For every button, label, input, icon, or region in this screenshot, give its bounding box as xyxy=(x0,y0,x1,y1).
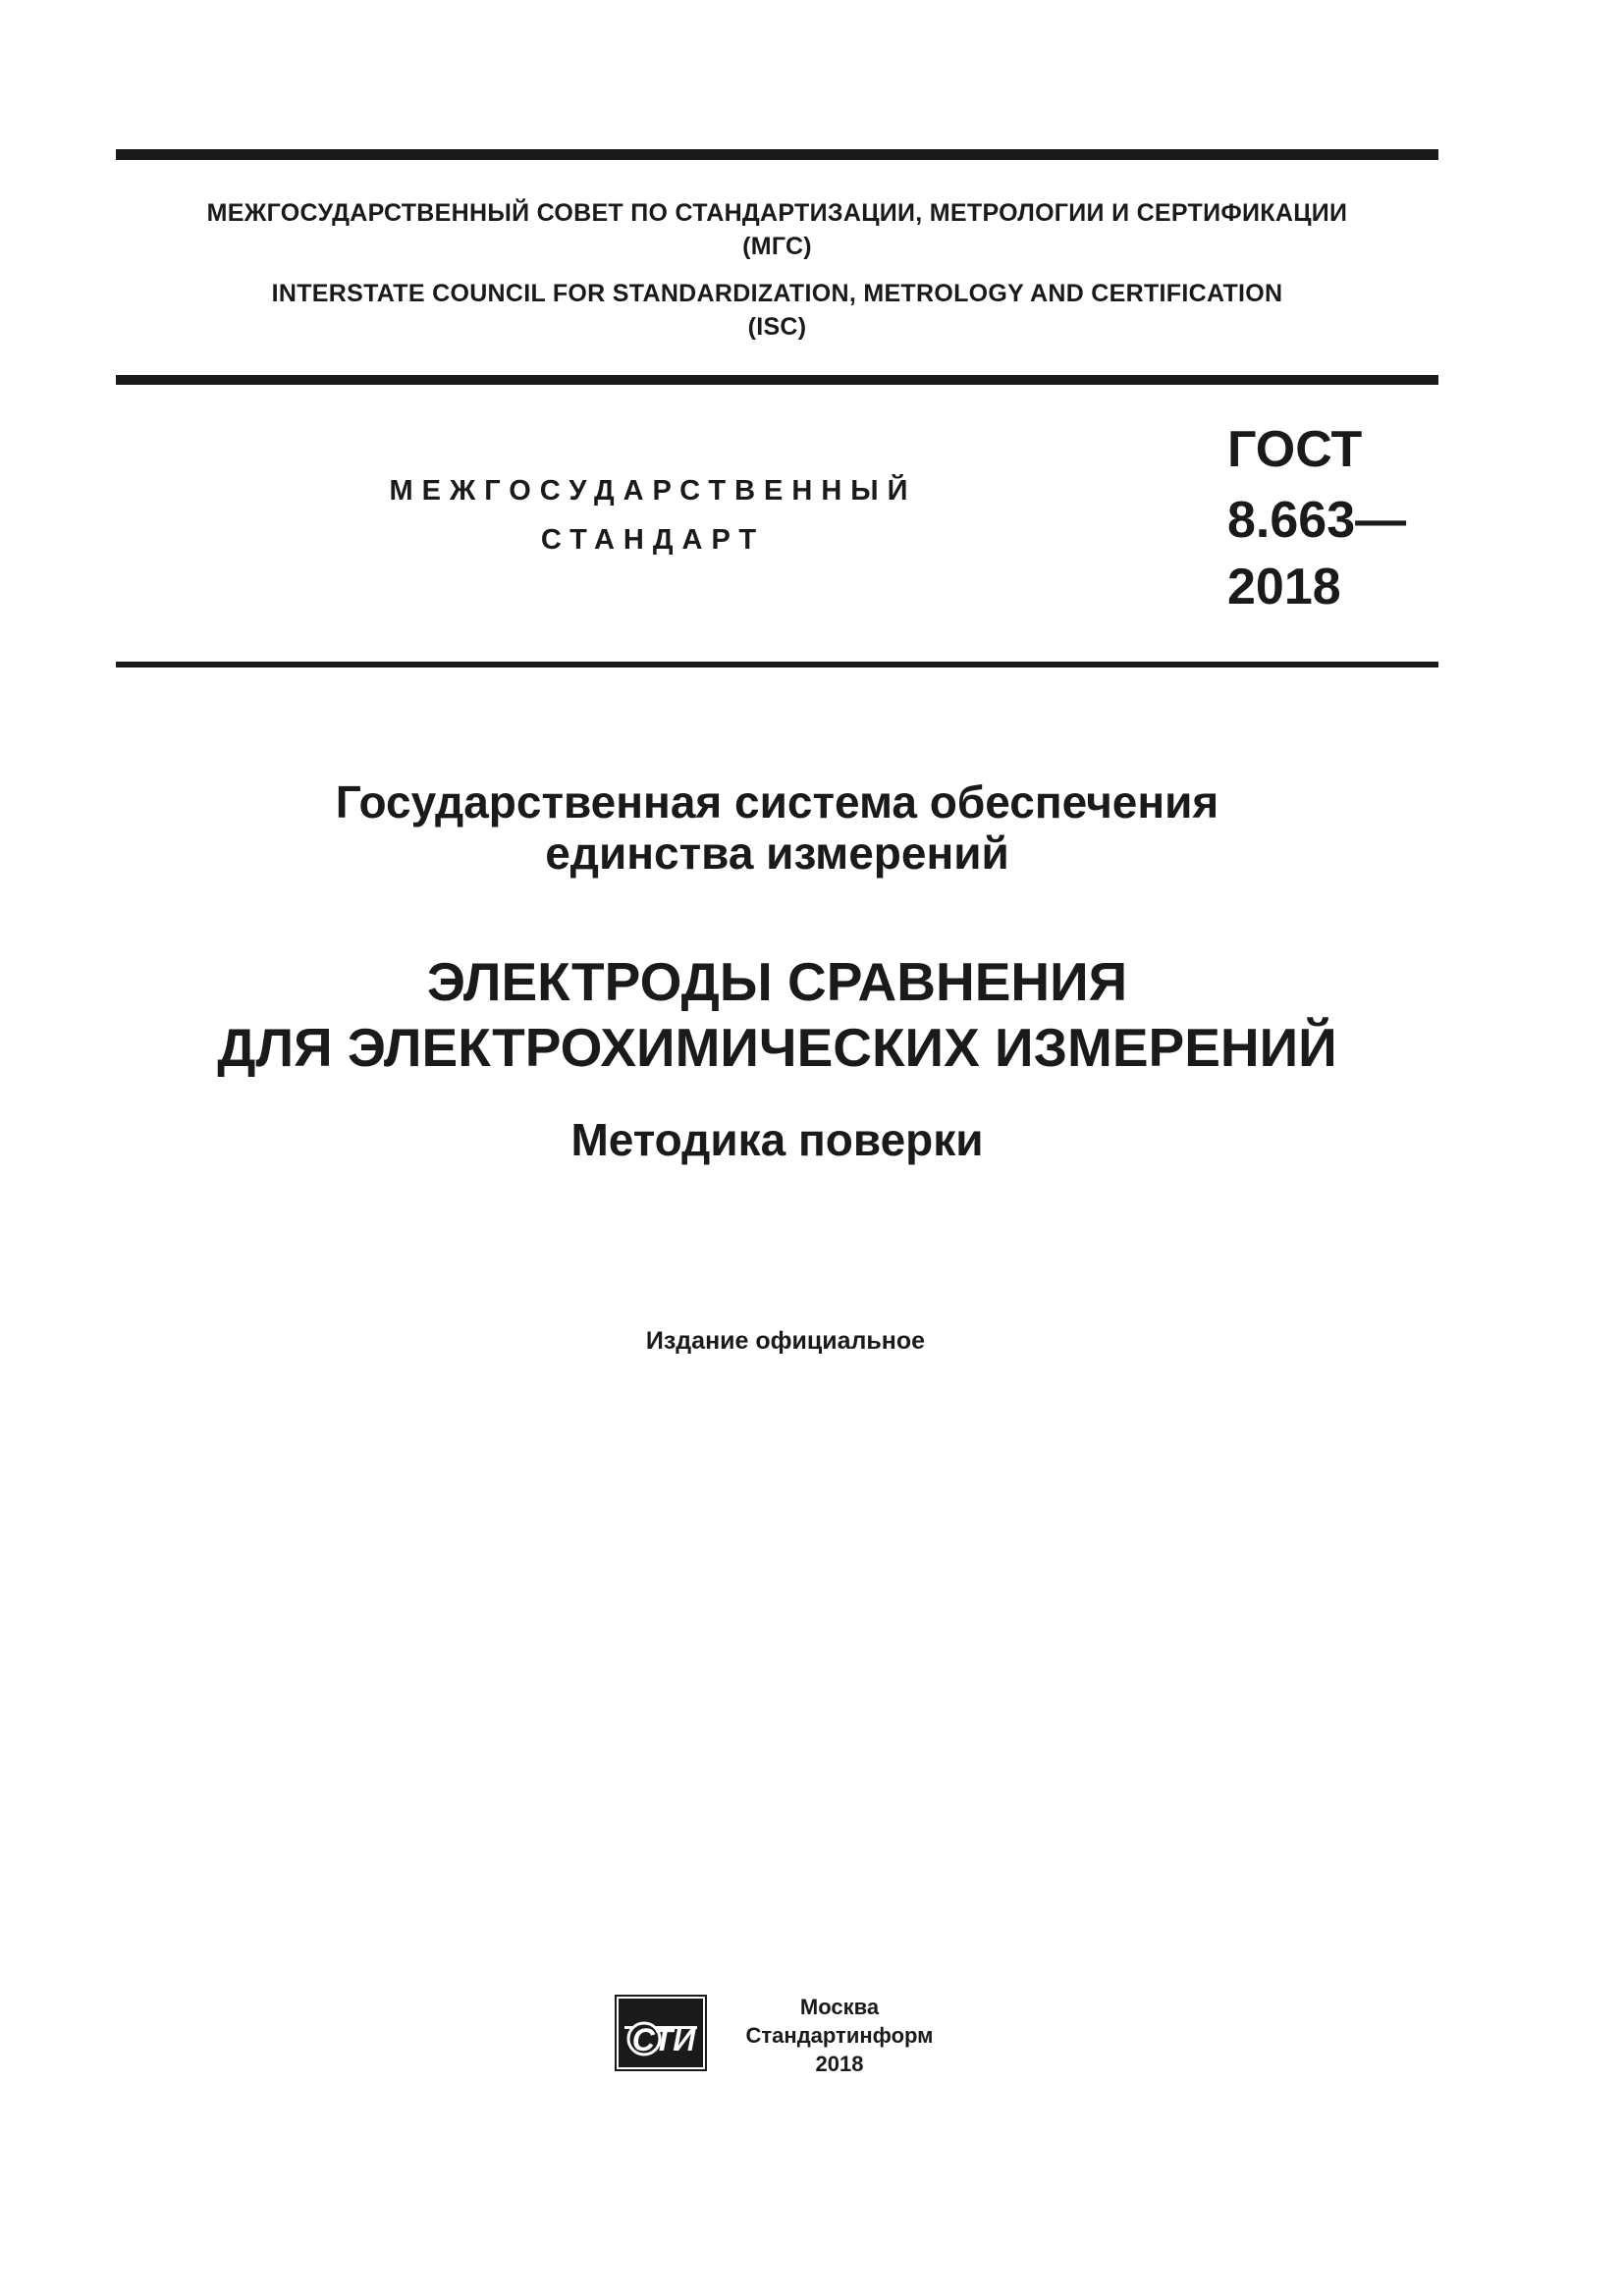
middle-rule xyxy=(116,375,1438,385)
main-title-line1: ЭЛЕКТРОДЫ СРАВНЕНИЯ xyxy=(426,951,1128,1012)
standartinform-logo-icon xyxy=(615,1995,707,2071)
gost-label: ГОСТ xyxy=(1227,421,1363,478)
gost-year: 2018 xyxy=(1227,559,1341,615)
council-name-en: INTERSTATE COUNCIL FOR STANDARDIZATION, METROLOGY AND CERTIFICATION xyxy=(271,280,1283,307)
top-rule xyxy=(116,149,1438,160)
logo-text: СТИ xyxy=(631,2022,696,2057)
council-abbr-ru: (МГС) xyxy=(742,233,812,260)
standard-kind-line2: СТАНДАРТ xyxy=(540,524,766,556)
series-title-line2: единства измерений xyxy=(545,828,1009,879)
bottom-rule xyxy=(116,662,1438,667)
main-title-line2: ДЛЯ ЭЛЕКТРОХИМИЧЕСКИХ ИЗМЕРЕНИЙ xyxy=(217,1017,1337,1078)
council-abbr-en: (ISC) xyxy=(747,313,807,341)
standard-kind-line1: МЕЖГОСУДАРСТВЕННЫЙ xyxy=(389,475,917,507)
subtitle: Методика поверки xyxy=(570,1114,984,1165)
council-name-ru: МЕЖГОСУДАРСТВЕННЫЙ СОВЕТ ПО СТАНДАРТИЗАЦИИ, МЕТРОЛОГИИ И СЕРТИФИКАЦИИ xyxy=(206,199,1348,227)
publisher-name: Стандартинформ xyxy=(745,2023,934,2048)
publisher-year: 2018 xyxy=(815,2052,864,2076)
edition-note: Издание официальное xyxy=(645,1327,926,1355)
series-title-line1: Государственная система обеспечения xyxy=(335,776,1219,828)
publisher-city: Москва xyxy=(799,1995,880,2019)
gost-number: 8.663— xyxy=(1227,492,1407,549)
